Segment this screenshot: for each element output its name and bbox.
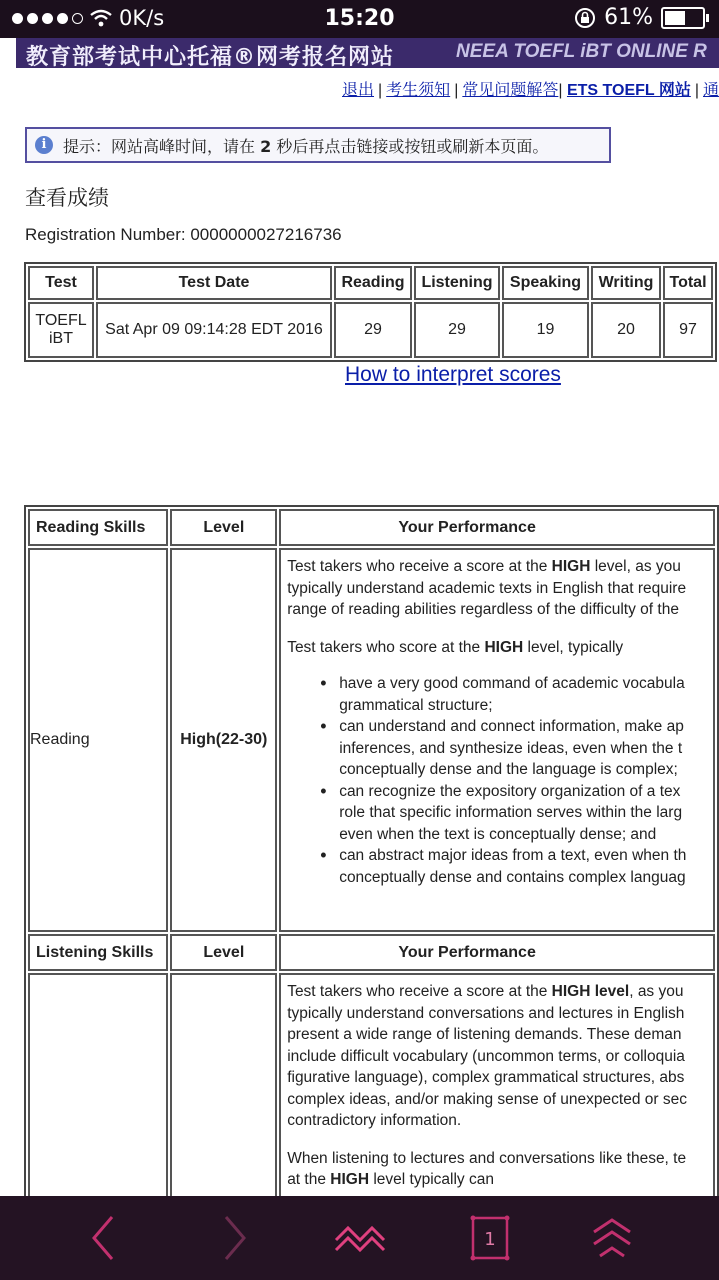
reading-performance [279, 548, 715, 932]
page-count-icon [468, 1214, 512, 1262]
listening-perf-para1: Test takers who receive a score at the HIGH level, as you typically understand conversations and lectures in English present a wide range of listening demands. These deman include difficult vocabulary (uncommon terms, or colloquia figurative language), complex grammatical structures, abs complex ideas, and/or making sense of unexpected or sec contradictory information. [287, 983, 687, 1129]
listening-header-row [28, 934, 715, 971]
hint-prefix: 提示：网站高峰时间，请在 [63, 136, 261, 156]
reading-perf-list [287, 673, 713, 888]
battery-area [574, 5, 705, 30]
list-item: • can understand and connect information, make ap inferences, and synthesize ideas, even when the t conceptually dense and the language is complex; [339, 716, 713, 781]
cell-writing-score: 20 [591, 302, 661, 358]
cell-reading-score: 29 [334, 302, 412, 358]
hint-suffix: 秒后再点击链接或按钮或刷新本页面。 [271, 136, 549, 156]
col-speaking: Speaking [502, 266, 589, 300]
skills-table [24, 505, 719, 1277]
status-bar [0, 0, 719, 38]
page-title: 查看成绩 [25, 186, 109, 210]
col-writing: Writing [591, 266, 661, 300]
reading-level-header: Level [170, 509, 277, 546]
site-banner [16, 38, 719, 68]
reading-skills-header: Reading Skills [28, 509, 168, 546]
list-item: • can recognize the expository organization of a tex role that specific information serves within the larg even when the text is conceptually dense; and [339, 781, 713, 846]
hint-text [63, 134, 548, 157]
info-icon: i [35, 136, 53, 154]
cell-total-score: 97 [663, 302, 713, 358]
list-item: • can abstract major ideas from a text, even when th conceptually dense and contains complex languag [339, 845, 713, 888]
hint-banner [25, 127, 611, 163]
forward-arrow-icon [214, 1213, 254, 1263]
reading-level: High(22-30) [170, 548, 277, 932]
site-title: 教育部考试中心托福®网考报名网站 [26, 45, 395, 68]
listening-level-header: Level [170, 934, 277, 971]
list-item: • have a very good command of academic vocabula grammatical structure; [339, 673, 713, 716]
table-row [28, 302, 713, 358]
col-test-date: Test Date [96, 266, 332, 300]
network-speed: 0K/s [119, 6, 165, 30]
top-nav-links: 退出 | 考生须知 | 常见问题解答| ETS TOEFL 网站 | 通 [342, 82, 719, 99]
reading-performance-header [279, 509, 715, 546]
cell-test-date: Sat Apr 09 09:14:28 EDT 2016 [96, 302, 332, 358]
listening-performance-header-label: Your Performance [398, 943, 536, 961]
interpret-scores-link[interactable]: How to interpret scores [345, 363, 561, 386]
more-link[interactable]: 通 [703, 82, 719, 99]
test-name-line1: TOEFL [35, 312, 87, 329]
listening-perf-para2: When listening to lectures and conversations like these, te at the HIGH level typically can [287, 1149, 687, 1188]
col-listening: Listening [414, 266, 500, 300]
reading-perf-para2: Test takers who score at the HIGH level, typically [287, 638, 624, 656]
cell-listening-score: 29 [414, 302, 500, 358]
site-title-en: NEEA TOEFL iBT ONLINE R [456, 41, 707, 62]
reading-header-row [28, 509, 715, 546]
scroll-top-button[interactable] [584, 1210, 640, 1266]
candidate-notice-link[interactable]: 考生须知 [386, 82, 451, 99]
browser-bottom-bar [0, 1196, 719, 1280]
page-count: 1 [484, 1229, 496, 1250]
score-table-header [28, 266, 713, 300]
back-button[interactable] [76, 1210, 132, 1266]
forward-button[interactable] [206, 1210, 262, 1266]
listening-performance-header [279, 934, 715, 971]
clock: 15:20 [324, 6, 395, 31]
col-reading: Reading [334, 266, 412, 300]
faq-link[interactable]: 常见问题解答 [462, 82, 559, 99]
registration-number: Registration Number: 0000000027216736 [25, 225, 342, 244]
reading-perf-para1: Test takers who receive a score at the HIGH level, as you typically understand academic texts in English that require range of reading abilities regardless of the difficulty of the [287, 558, 687, 618]
col-total: Total [663, 266, 713, 300]
col-test: Test [28, 266, 94, 300]
ets-toefl-link[interactable] [567, 82, 691, 99]
hint-seconds: 2 [260, 136, 272, 156]
logout-link[interactable]: 退出 [342, 82, 375, 99]
rotation-lock-icon [574, 7, 596, 29]
reading-performance-header-label: Your Performance [398, 518, 536, 536]
cell-test [28, 302, 94, 358]
reading-skill-label: Reading [28, 548, 168, 932]
scroll-top-icon [588, 1216, 636, 1260]
cell-speaking-score: 19 [502, 302, 589, 358]
battery-percent: 61% [604, 5, 653, 30]
home-button[interactable] [332, 1210, 388, 1266]
battery-icon [661, 7, 705, 29]
test-name-line2: iBT [49, 330, 73, 347]
reading-row [28, 548, 715, 932]
listening-skills-header: Listening Skills [28, 934, 168, 971]
home-icon [333, 1218, 387, 1258]
tabs-button[interactable] [462, 1210, 518, 1266]
score-table [24, 262, 717, 362]
back-arrow-icon [84, 1213, 124, 1263]
ets-toefl-link-label: ETS TOEFL 网站 [566, 82, 691, 99]
